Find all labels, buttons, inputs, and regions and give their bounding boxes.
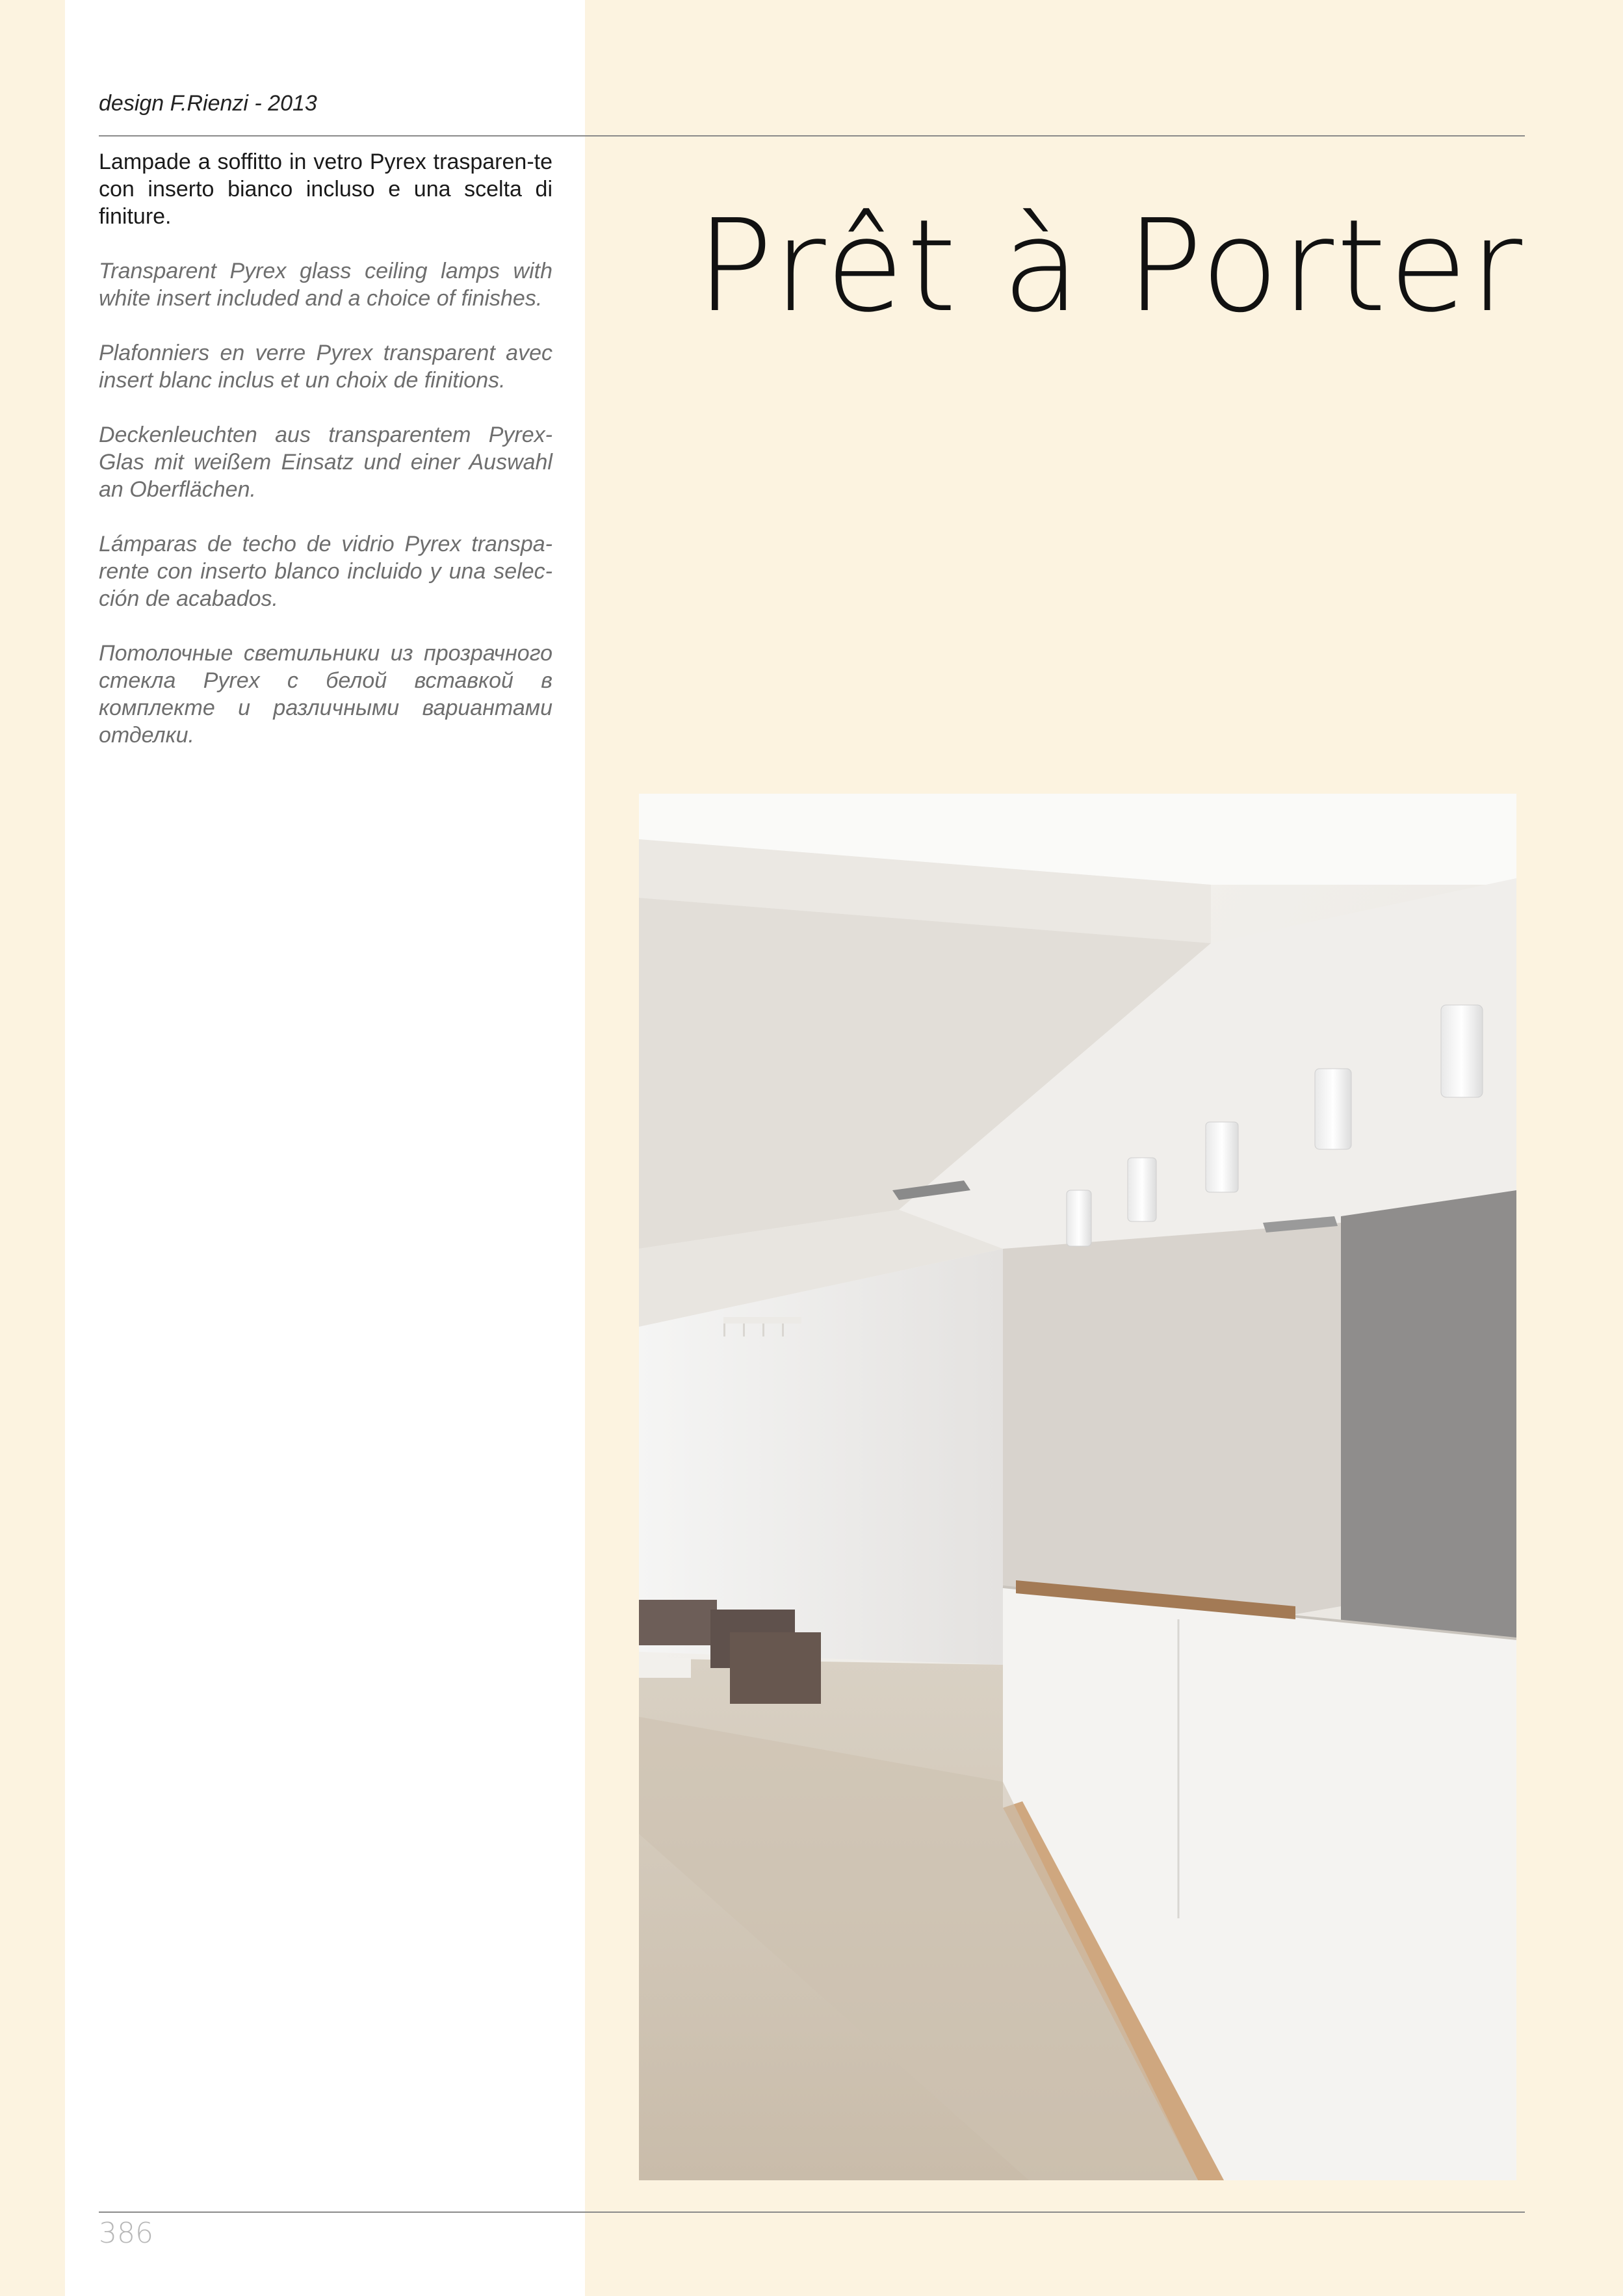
description-english: Transparent Pyrex glass ceiling lamps with white insert included and a choice of finishes.: [99, 259, 552, 311]
top-divider: [99, 135, 1525, 137]
description-block: [99, 148, 552, 776]
product-title: Prêt à Porter: [696, 192, 1525, 341]
interior-photo-illustration: [639, 794, 1516, 2180]
description-french: Plafonniers en verre Pyrex transparent avec insert blanc inclus et un choix de finitions.: [99, 341, 552, 393]
interior-photo: [639, 794, 1516, 2180]
description-german: Deckenleuchten aus transparentem Pyrex-Glas mit weißem Einsatz und einer Auswahl an Oberflächen.: [99, 423, 552, 502]
description-spanish: Lámparas de techo de vidrio Pyrex transpa-rente con inserto blanco incluido y una selec-ción de acabados.: [99, 532, 552, 611]
bottom-divider: [99, 2211, 1525, 2213]
description-italian: Lampade a soffitto in vetro Pyrex trasparen-te con inserto bianco incluso e una scelta di finiture.: [99, 150, 552, 229]
page-number: 386: [99, 2217, 153, 2250]
description-russian: Потолочные светильники из прозрачного стекла Pyrex с белой вставкой в комплекте и различными вариантами отделки.: [99, 641, 552, 748]
design-credit: design F.Rienzi - 2013: [99, 91, 317, 116]
